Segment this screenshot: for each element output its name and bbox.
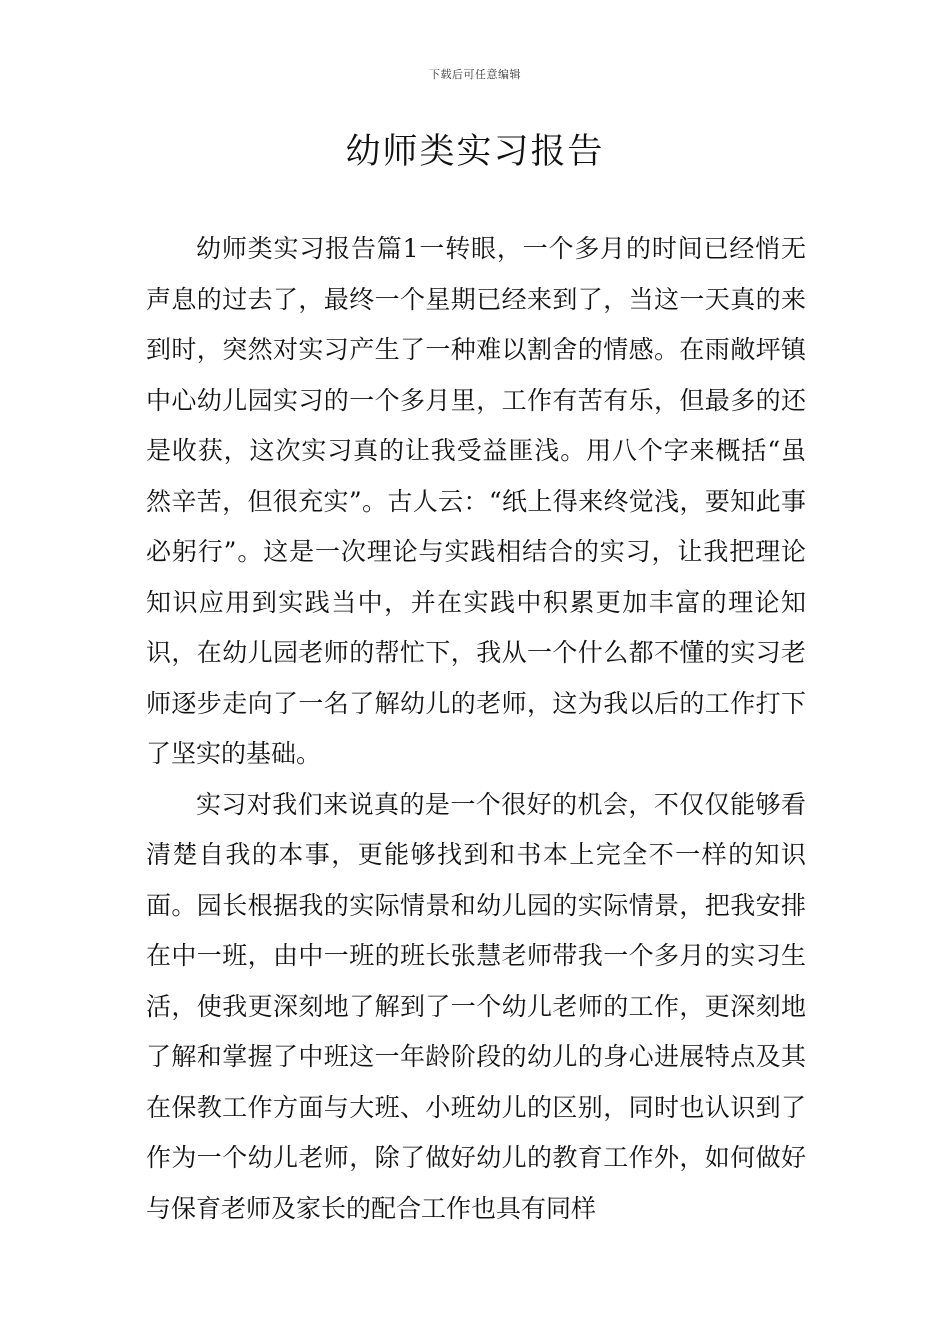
header-note: 下载后可任意编辑 <box>429 68 521 81</box>
document-title: 幼师类实习报告 <box>345 132 605 172</box>
paragraph-1: 幼师类实习报告篇1一转眼，一个多月的时间已经悄无声息的过去了，最终一个星期已经来到了，当这一天真的来到时，突然对实习产生了一种难以割舍的情感。在雨敞坪镇中心幼儿园实习的一个多月里，工作有苦有乐，但最多的还是收获，这次实习真的让我受益匪浅。用八个字来概括“虽然辛苦，但很充实”。古人云：“纸上得来终觉浅，要知此事必躬行”。这是一次理论与实践相结合的实习，让我把理论知识应用到实践当中，并在实践中积累更加丰富的理论知识，在幼儿园老师的帮忙下，我从一个什么都不懂的实习老师逐步走向了一名了解幼儿的老师，这为我以后的工作打下了坚实的基础。 <box>146 234 806 768</box>
document-body <box>146 224 806 1234</box>
paragraph-2: 实习对我们来说真的是一个很好的机会，不仅仅能够看清楚自我的本事，更能够找到和书本上完全不一样的知识面。园长根据我的实际情景和幼儿园的实际情景，把我安排在中一班，由中一班的班长张慧老师带我一个多月的实习生活，使我更深刻地了解到了一个幼儿老师的工作，更深刻地了解和掌握了中班这一年龄阶段的幼儿的身心进展特点及其在保教工作方面与大班、小班幼儿的区别，同时也认识到了作为一个幼儿老师，除了做好幼儿的教育工作外，如何做好与保育老师及家长的配合工作也具有同样 <box>146 789 806 1223</box>
